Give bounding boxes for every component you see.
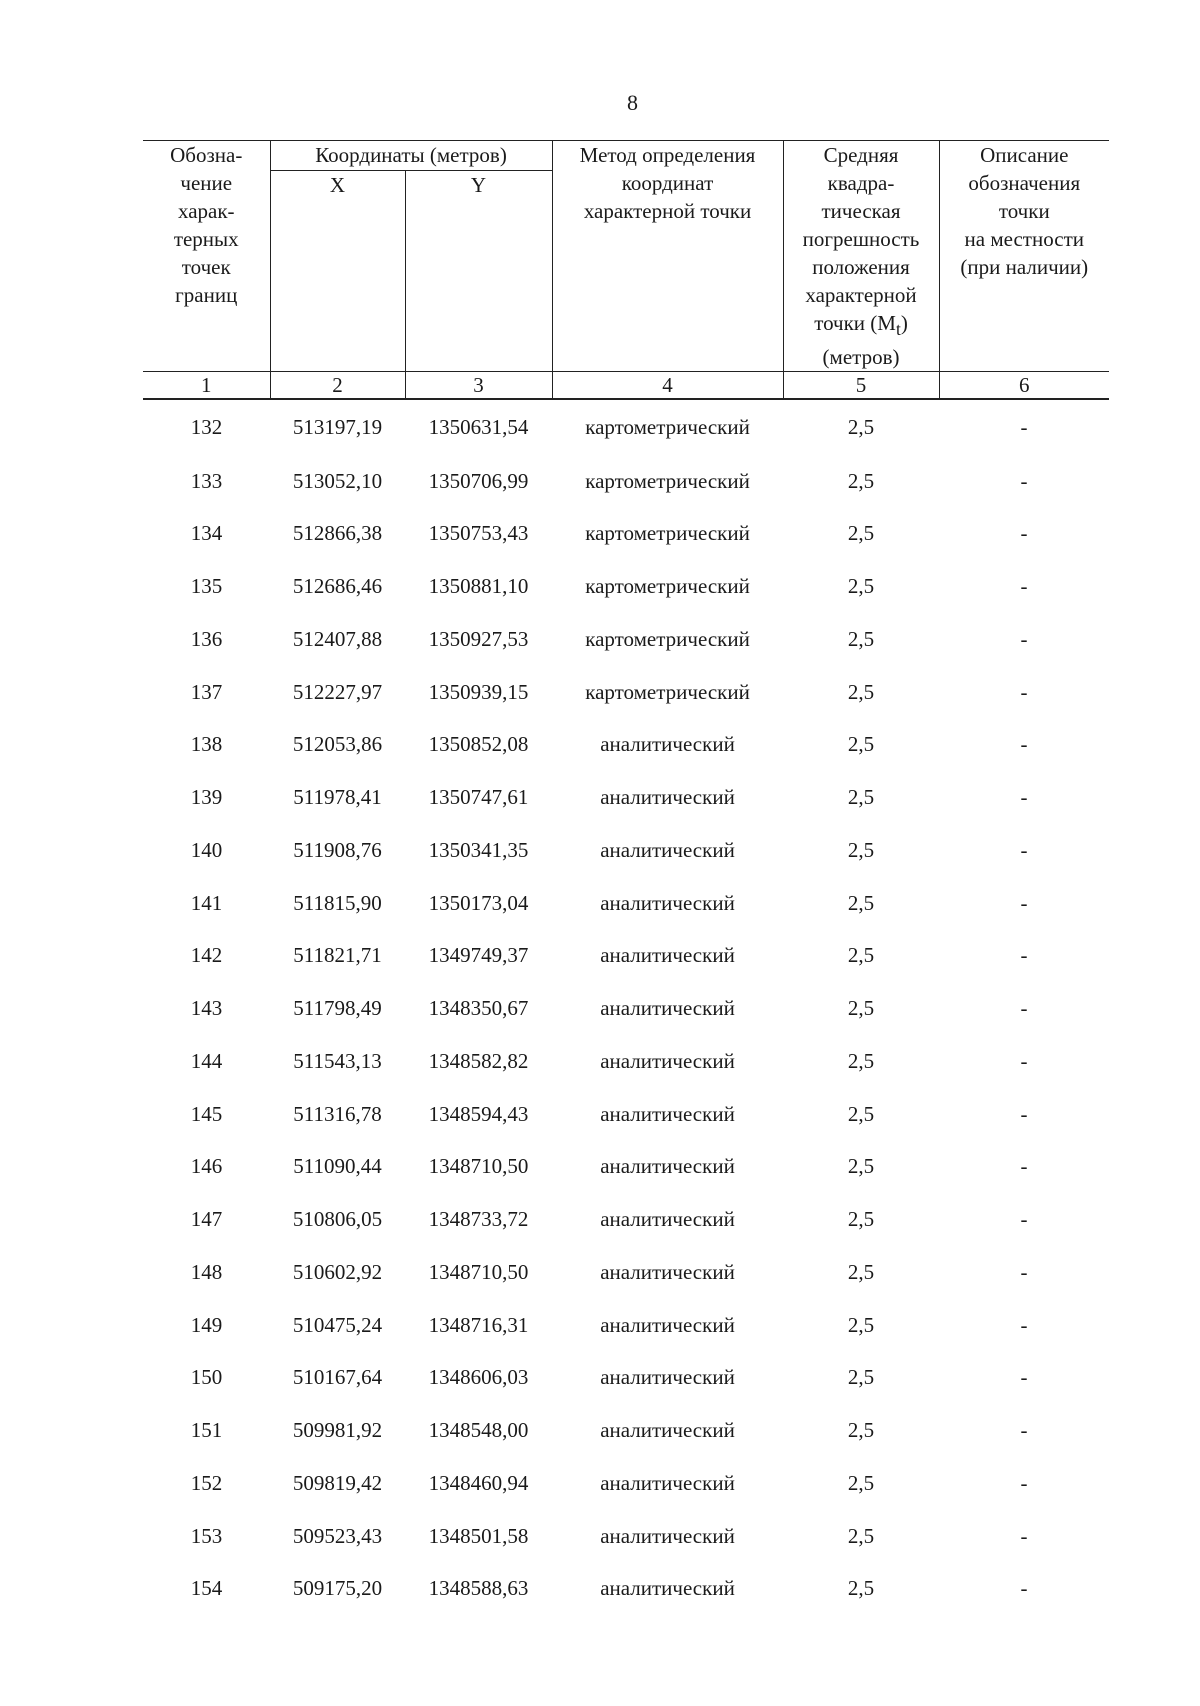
point-number-cell: 141 [190, 890, 223, 915]
table-row [143, 1140, 1109, 1193]
x-coordinate-cell: 511821,71 [293, 943, 382, 968]
y-coordinate-cell: 1350747,61 [428, 785, 529, 810]
point-number-cell: 150 [190, 1365, 223, 1390]
description-cell: - [1020, 626, 1028, 651]
y-coordinate-cell: 1348588,63 [428, 1576, 529, 1601]
table-row [143, 560, 1109, 613]
description-cell: - [1020, 468, 1028, 493]
method-cell: аналитический [600, 785, 735, 810]
column-number: 3 [405, 372, 552, 400]
error-cell: 2,5 [847, 732, 875, 757]
table-row [143, 1193, 1109, 1246]
page-number: 8 [627, 90, 638, 115]
method-cell: аналитический [600, 890, 735, 915]
point-number-cell: 137 [190, 679, 223, 704]
x-coordinate-cell: 511543,13 [293, 1048, 382, 1073]
table-header [143, 141, 1109, 400]
error-cell: 2,5 [847, 1207, 875, 1232]
description-cell: - [1020, 1154, 1028, 1179]
error-cell: 2,5 [847, 626, 875, 651]
method-cell: аналитический [600, 1259, 735, 1284]
table-row [143, 876, 1109, 929]
description-cell: - [1020, 1523, 1028, 1548]
y-coordinate-cell: 1349749,37 [428, 943, 529, 968]
x-coordinate-cell: 512686,46 [292, 574, 383, 599]
point-number-cell: 152 [190, 1470, 223, 1495]
x-coordinate-cell: 510806,05 [292, 1207, 383, 1232]
description-cell: - [1020, 1470, 1028, 1495]
method-cell: аналитический [600, 1312, 735, 1337]
point-number-cell: 140 [190, 837, 223, 862]
y-coordinate-cell: 1348501,58 [428, 1523, 529, 1548]
description-cell: - [1020, 1101, 1028, 1126]
method-cell: аналитический [600, 1418, 735, 1443]
column-numbers-row [143, 372, 1109, 400]
x-coordinate-cell: 511090,44 [293, 1154, 382, 1179]
point-number-cell: 132 [190, 415, 223, 440]
x-coordinate-cell: 510167,64 [292, 1365, 383, 1390]
point-number-cell: 143 [190, 996, 223, 1021]
method-cell: аналитический [600, 732, 735, 757]
point-number-cell: 151 [190, 1418, 223, 1443]
point-number-cell: 139 [190, 785, 223, 810]
description-cell: - [1020, 574, 1028, 599]
table-row [143, 612, 1109, 665]
column-number: 5 [783, 372, 939, 400]
x-coordinate-cell: 511978,41 [293, 785, 382, 810]
y-coordinate-cell: 1350173,04 [428, 890, 529, 915]
method-cell: аналитический [600, 996, 735, 1021]
table-row [143, 454, 1109, 507]
table-row [143, 823, 1109, 876]
description-cell: - [1020, 890, 1028, 915]
header-description: Описание обозначения точки на местности (при наличии) [939, 141, 1109, 372]
error-cell: 2,5 [847, 574, 875, 599]
table-row [143, 718, 1109, 771]
x-coordinate-cell: 512227,97 [292, 679, 383, 704]
error-cell: 2,5 [847, 1470, 875, 1495]
x-coordinate-cell: 513197,19 [292, 415, 383, 440]
column-number: 1 [143, 372, 270, 400]
x-coordinate-cell: 511908,76 [293, 837, 382, 862]
x-coordinate-cell: 511316,78 [293, 1101, 382, 1126]
table-row [143, 1562, 1109, 1615]
table-row [143, 1245, 1109, 1298]
table-row [143, 771, 1109, 824]
y-coordinate-cell: 1350939,15 [428, 679, 529, 704]
x-coordinate-cell: 509981,92 [292, 1418, 383, 1443]
error-cell: 2,5 [847, 996, 875, 1021]
column-number: 4 [552, 372, 783, 400]
description-cell: - [1020, 996, 1028, 1021]
method-cell: картометрический [585, 415, 750, 440]
table-row [143, 1351, 1109, 1404]
point-number-cell: 147 [190, 1207, 223, 1232]
description-cell: - [1020, 785, 1028, 810]
point-number-cell: 153 [190, 1523, 223, 1548]
x-coordinate-cell: 509175,20 [292, 1576, 383, 1601]
description-cell: - [1020, 732, 1028, 757]
method-cell: картометрический [585, 468, 750, 493]
y-coordinate-cell: 1348350,67 [428, 996, 529, 1021]
description-cell: - [1020, 521, 1028, 546]
description-cell: - [1020, 1418, 1028, 1443]
description-cell: - [1020, 1576, 1028, 1601]
x-coordinate-cell: 512866,38 [292, 521, 383, 546]
description-cell: - [1020, 679, 1028, 704]
description-cell: - [1020, 415, 1028, 440]
method-cell: аналитический [600, 837, 735, 862]
table-row [143, 982, 1109, 1035]
x-coordinate-cell: 513052,10 [292, 468, 383, 493]
x-coordinate-cell: 512407,88 [292, 626, 383, 651]
y-coordinate-cell: 1350881,10 [428, 574, 529, 599]
x-coordinate-cell: 509819,42 [292, 1470, 383, 1495]
table-row [143, 507, 1109, 560]
header-x: X [270, 170, 405, 371]
error-cell: 2,5 [847, 943, 875, 968]
table-row [143, 1509, 1109, 1562]
table-row [143, 399, 1109, 454]
table-row [143, 1404, 1109, 1457]
method-cell: аналитический [600, 1576, 735, 1601]
y-coordinate-cell: 1350852,08 [428, 732, 529, 757]
error-cell: 2,5 [847, 1576, 875, 1601]
error-cell: 2,5 [847, 1154, 875, 1179]
point-number-cell: 135 [190, 574, 223, 599]
table-row [143, 1298, 1109, 1351]
y-coordinate-cell: 1350706,99 [428, 468, 529, 493]
error-cell: 2,5 [847, 1312, 875, 1337]
y-coordinate-cell: 1348710,50 [428, 1154, 529, 1179]
point-number-cell: 133 [190, 468, 223, 493]
error-cell: 2,5 [847, 468, 875, 493]
x-coordinate-cell: 511798,49 [293, 996, 382, 1021]
y-coordinate-cell: 1350341,35 [428, 837, 529, 862]
description-cell: - [1020, 1259, 1028, 1284]
point-number-cell: 138 [190, 732, 223, 757]
y-coordinate-cell: 1348582,82 [428, 1048, 529, 1073]
column-number: 2 [270, 372, 405, 400]
method-cell: аналитический [600, 1154, 735, 1179]
method-cell: аналитический [600, 1048, 735, 1073]
y-coordinate-cell: 1348716,31 [428, 1312, 529, 1337]
point-number-cell: 134 [190, 521, 223, 546]
y-coordinate-cell: 1348594,43 [428, 1101, 529, 1126]
description-cell: - [1020, 1048, 1028, 1073]
header-coordinates-group: Координаты (метров) [270, 141, 552, 171]
error-cell: 2,5 [847, 1365, 875, 1390]
method-cell: картометрический [585, 679, 750, 704]
x-coordinate-cell: 511815,90 [293, 890, 382, 915]
table-row [143, 1034, 1109, 1087]
y-coordinate-cell: 1348733,72 [428, 1207, 529, 1232]
header-y: Y [405, 170, 552, 371]
table-row [143, 665, 1109, 718]
method-cell: картометрический [585, 626, 750, 651]
method-cell: аналитический [600, 1470, 735, 1495]
point-number-cell: 145 [190, 1101, 223, 1126]
table-row [143, 1087, 1109, 1140]
error-cell: 2,5 [847, 1048, 875, 1073]
coordinates-table [143, 140, 1109, 1615]
point-number-cell: 144 [190, 1048, 223, 1073]
description-cell: - [1020, 837, 1028, 862]
y-coordinate-cell: 1350927,53 [428, 626, 529, 651]
description-cell: - [1020, 1312, 1028, 1337]
table-body [143, 399, 1109, 1615]
error-cell: 2,5 [847, 785, 875, 810]
description-cell: - [1020, 1207, 1028, 1232]
header-mean-square-error: Средняя квадра- тическая погрешность положения характерной точки $(M_t)$ (метров) [783, 141, 939, 372]
point-number-cell: 148 [190, 1259, 223, 1284]
method-cell: аналитический [600, 1207, 735, 1232]
error-cell: 2,5 [847, 679, 875, 704]
y-coordinate-cell: 1348460,94 [428, 1470, 529, 1495]
y-coordinate-cell: 1348606,03 [428, 1365, 529, 1390]
description-cell: - [1020, 1365, 1028, 1390]
error-cell: 2,5 [847, 1101, 875, 1126]
table-row [143, 929, 1109, 982]
error-cell: 2,5 [847, 415, 875, 440]
point-number-cell: 142 [190, 943, 223, 968]
header-method: Метод определения координат характерной точки [552, 141, 783, 372]
x-coordinate-cell: 510602,92 [292, 1259, 383, 1284]
method-cell: аналитический [600, 1365, 735, 1390]
point-number-cell: 146 [190, 1154, 223, 1179]
x-coordinate-cell: 512053,86 [292, 732, 383, 757]
y-coordinate-cell: 1350631,54 [428, 415, 529, 440]
method-cell: картометрический [585, 521, 750, 546]
table-row [143, 1456, 1109, 1509]
column-number: 6 [939, 372, 1109, 400]
method-cell: картометрический [585, 574, 750, 599]
x-coordinate-cell: 509523,43 [292, 1523, 383, 1548]
point-number-cell: 149 [190, 1312, 223, 1337]
point-number-cell: 136 [190, 626, 223, 651]
error-cell: 2,5 [847, 890, 875, 915]
error-cell: 2,5 [847, 837, 875, 862]
header-point-designation: Обозна- чение харак- терных точек границ [143, 141, 270, 372]
error-cell: 2,5 [847, 1259, 875, 1284]
y-coordinate-cell: 1348710,50 [428, 1259, 529, 1284]
y-coordinate-cell: 1350753,43 [428, 521, 529, 546]
point-number-cell: 154 [190, 1576, 223, 1601]
x-coordinate-cell: 510475,24 [292, 1312, 383, 1337]
method-cell: аналитический [600, 1101, 735, 1126]
description-cell: - [1020, 943, 1028, 968]
method-cell: аналитический [600, 1523, 735, 1548]
y-coordinate-cell: 1348548,00 [428, 1418, 529, 1443]
error-cell: 2,5 [847, 1523, 875, 1548]
error-cell: 2,5 [847, 1418, 875, 1443]
error-cell: 2,5 [847, 521, 875, 546]
method-cell: аналитический [600, 943, 735, 968]
